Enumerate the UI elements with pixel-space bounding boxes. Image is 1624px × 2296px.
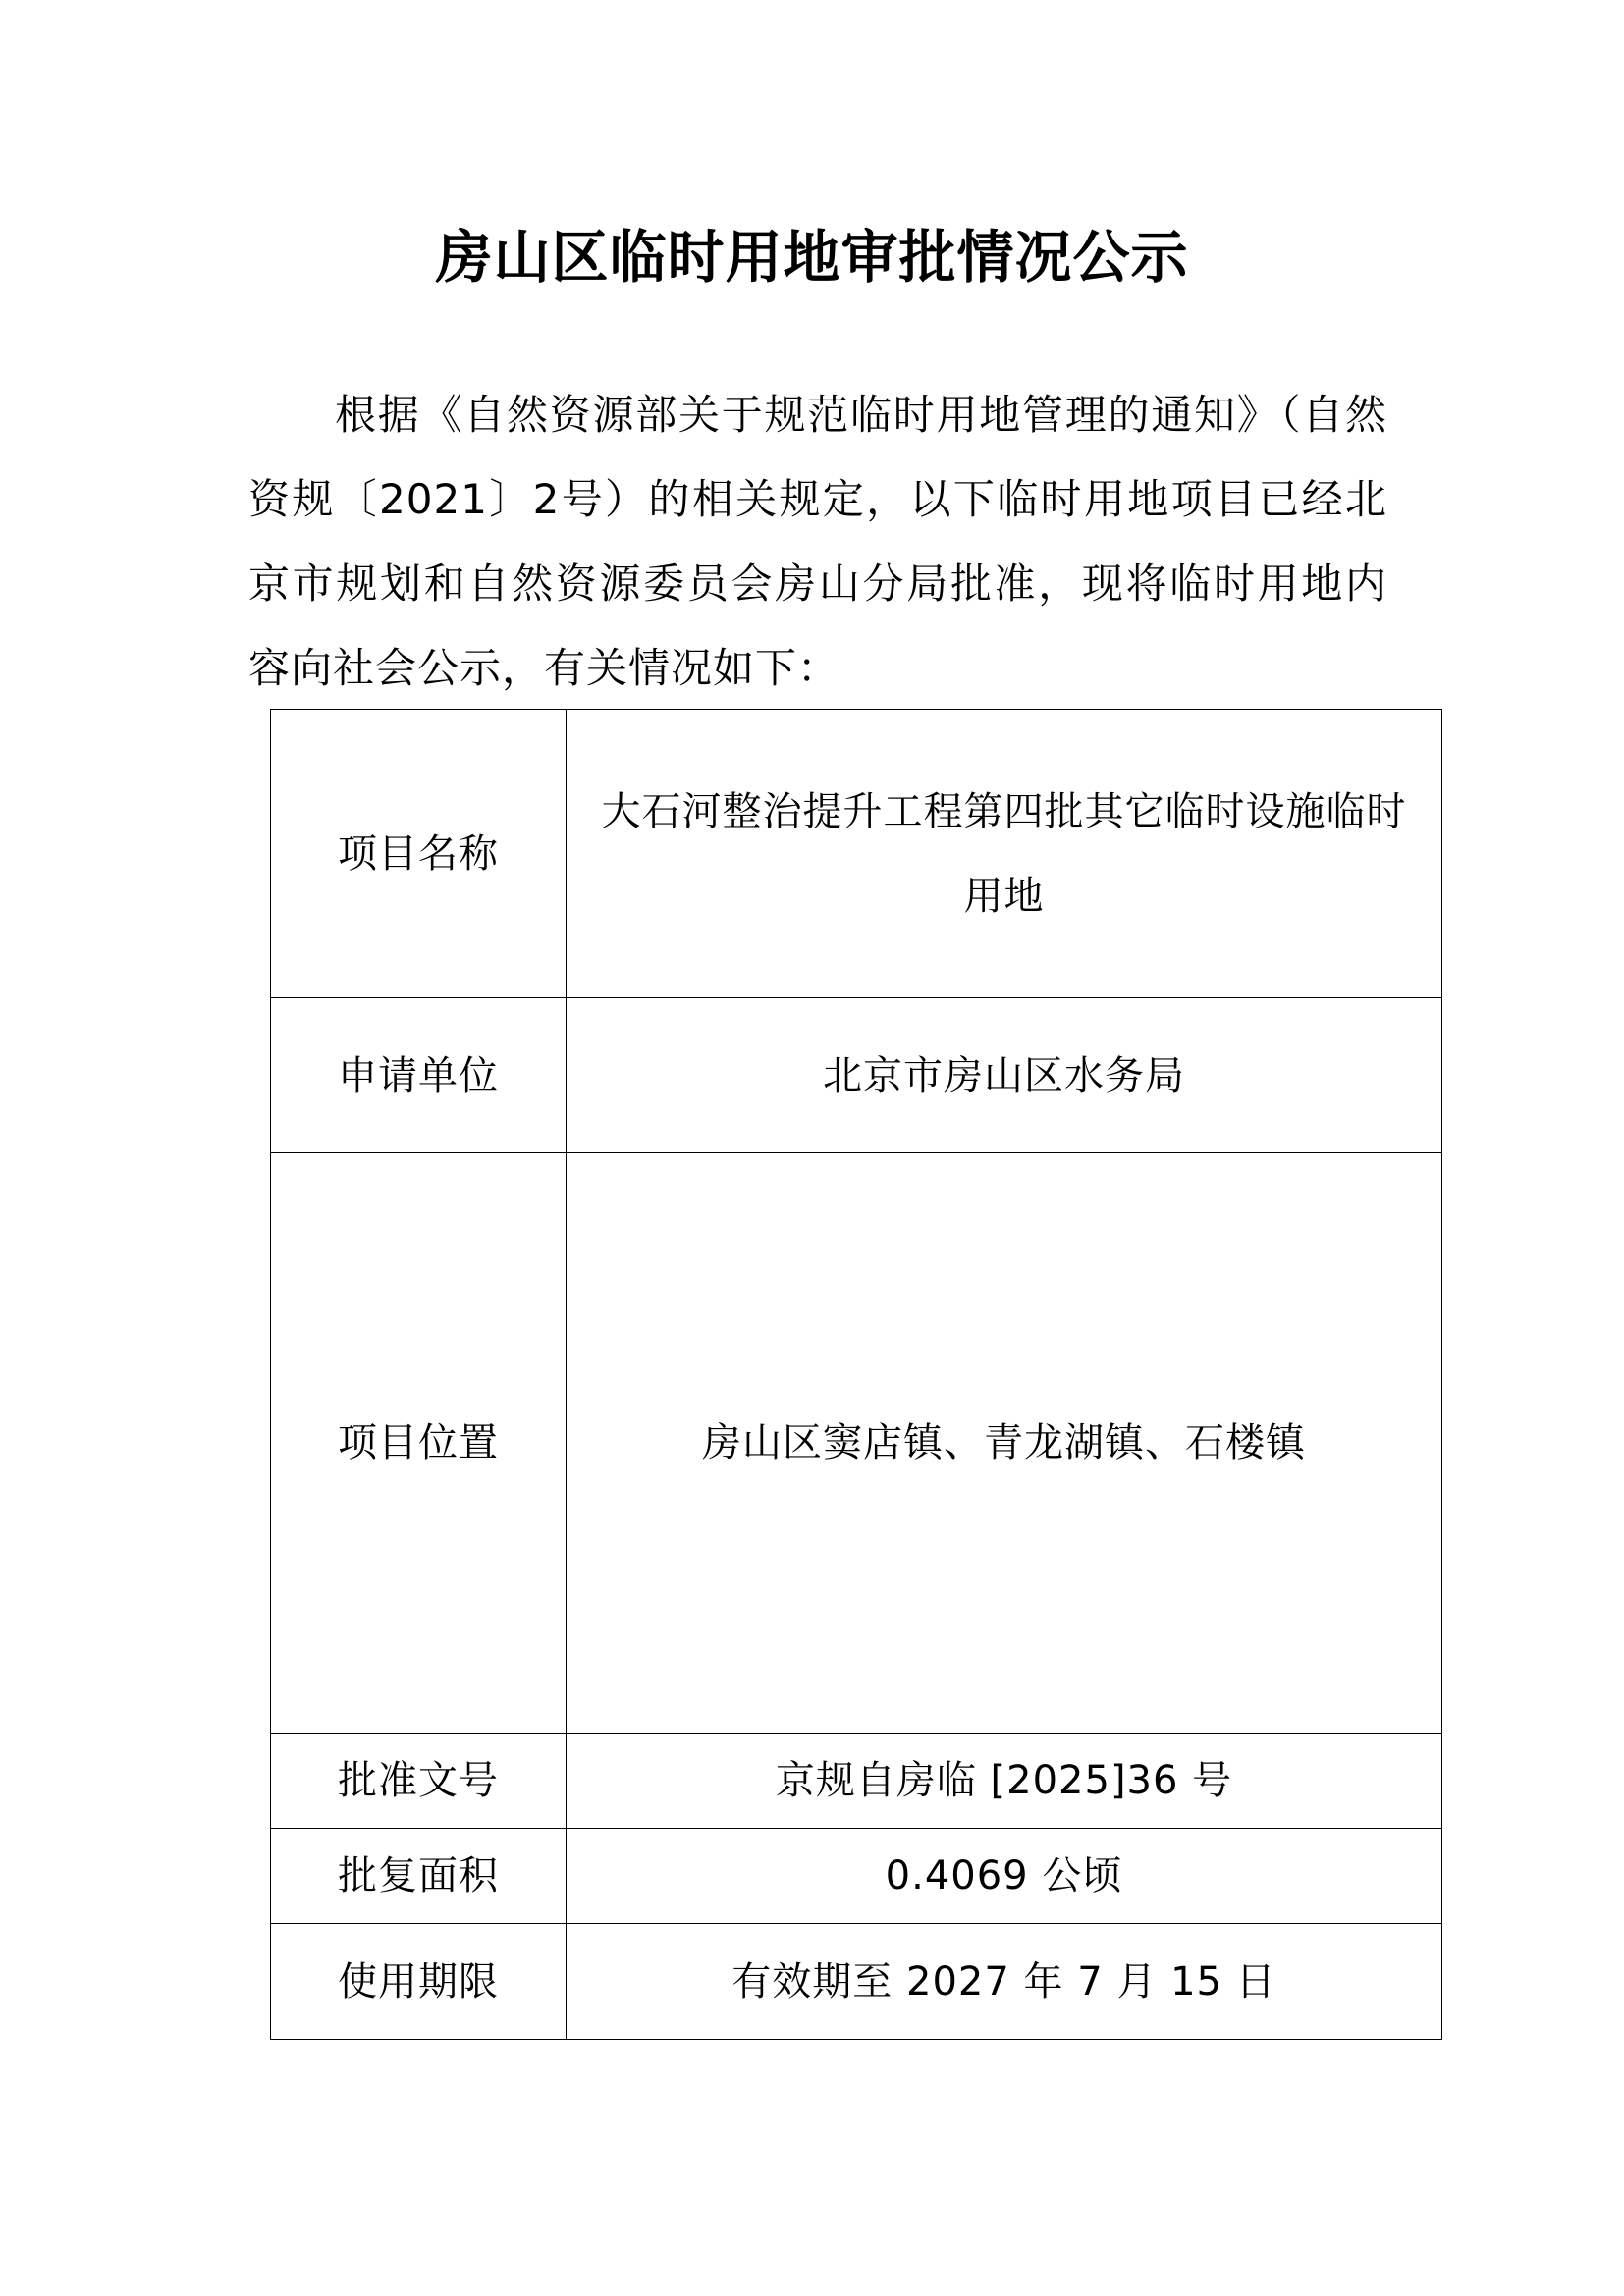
row-label-approval-number: 批准文号 [271, 1734, 567, 1829]
row-value-applicant: 北京市房山区水务局 [567, 998, 1442, 1153]
info-table [270, 709, 1442, 2040]
row-label-approved-area: 批复面积 [271, 1829, 567, 1924]
row-value-approval-number: 京规自房临 [2025]36 号 [567, 1734, 1442, 1829]
row-value-project-name: 大石河整治提升工程第四批其它临时设施临时用地 [567, 710, 1442, 998]
row-label-location: 项目位置 [271, 1153, 567, 1734]
intro-paragraph: 根据《自然资源部关于规范临时用地管理的通知》（自然资规〔2021〕2号）的相关规定，以下临时用地项目已经北京市规划和自然资源委员会房山分局批准，现将临时用地内容向社会公示，有关情况如下： [248, 391, 1387, 692]
row-value-location: 房山区窦店镇、青龙湖镇、石楼镇 [567, 1153, 1442, 1734]
table-row [271, 710, 1442, 998]
row-label-applicant: 申请单位 [271, 998, 567, 1153]
table-row [271, 1829, 1442, 1924]
table-row [271, 998, 1442, 1153]
row-value-usage-period: 有效期至 2027 年 7 月 15 日 [567, 1924, 1442, 2040]
row-label-usage-period: 使用期限 [271, 1924, 567, 2040]
row-value-approved-area: 0.4069 公顷 [567, 1829, 1442, 1924]
table-row [271, 1734, 1442, 1829]
page-title: 房山区临时用地审批情况公示 [435, 224, 1189, 291]
row-label-project-name: 项目名称 [271, 710, 567, 998]
table-row [271, 1153, 1442, 1734]
table-row [271, 1924, 1442, 2040]
